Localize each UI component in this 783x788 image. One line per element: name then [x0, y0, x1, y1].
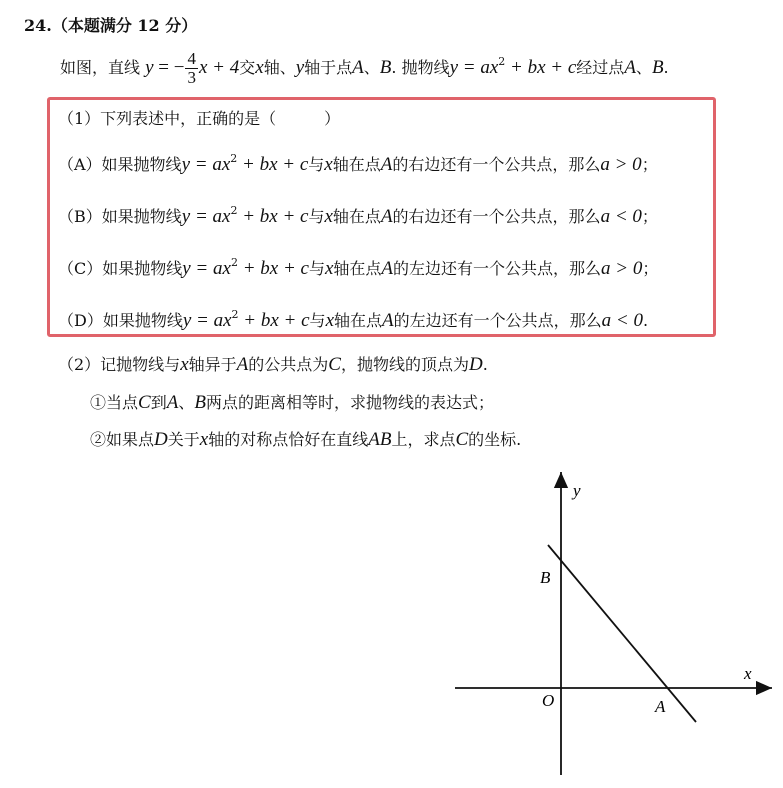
line-eq-eq: = − [153, 57, 185, 78]
option-a[interactable] [58, 152, 658, 176]
p2-c: 的公共点为 [248, 355, 329, 374]
option-cond: a < 0 [601, 310, 643, 331]
p2-e: . [482, 355, 488, 374]
fraction-four-thirds [185, 50, 198, 87]
stem-mid: 交 [239, 58, 256, 77]
option-eq-lhs: y = ax [182, 310, 232, 331]
s2-pt-d: D [154, 429, 168, 450]
parabola-rhs: + bx + c [505, 57, 577, 78]
option-axis: 轴在点 [332, 207, 381, 226]
s2-b: 关于 [167, 430, 200, 449]
option-cond: a > 0 [600, 154, 642, 175]
s1-sep: 、 [178, 393, 195, 412]
option-eq-rhs: + bx + c [237, 258, 309, 279]
option-mid: 与 [308, 207, 325, 226]
option-eq-rhs: + bx + c [238, 310, 310, 331]
s2-a: ②如果点 [90, 430, 155, 449]
option-c[interactable] [58, 256, 658, 280]
p2-pt-d: D [468, 354, 483, 375]
s2-e: 的坐标. [468, 430, 522, 449]
s2-c: 轴的对称点恰好在直线 [208, 430, 369, 449]
s1-a: ①当点 [90, 393, 139, 412]
frac-numerator: 4 [187, 49, 196, 68]
label-a: A [655, 697, 666, 716]
option-end: ； [641, 155, 658, 174]
part1-title: （1）下列表述中，正确的是（ ） [58, 109, 341, 128]
option-eq-lhs: y = ax [181, 154, 231, 175]
option-side: 的右边还有一个公共点，那么 [392, 155, 601, 174]
part2-intro [58, 352, 488, 376]
option-sq: 2 [230, 204, 238, 217]
option-d[interactable] [58, 308, 648, 332]
option-eq-rhs: + bx + c [237, 154, 309, 175]
part2-sub2 [90, 427, 521, 451]
stem-intro: 如图，直线 [60, 58, 141, 77]
p2-a: （2）记抛物线与 [58, 355, 181, 374]
option-sq: 2 [230, 256, 238, 269]
s1-pt-b: B [194, 392, 206, 413]
s2-d: 上，求点 [391, 430, 456, 449]
option-side: 的左边还有一个公共点，那么 [393, 259, 602, 278]
option-axis: 轴在点 [334, 311, 383, 330]
stem-axis2: 轴于点 [304, 58, 353, 77]
part2-sub1 [90, 390, 494, 414]
stem-axis1: 轴、 [263, 58, 296, 77]
p2-pt-a: A [236, 354, 249, 375]
p2-b: 轴异于 [188, 355, 237, 374]
question-stem [60, 50, 669, 87]
s1-pt-c: C [138, 392, 151, 413]
option-label: （A）如果抛物线 [58, 155, 182, 174]
option-axis: 轴在点 [333, 259, 382, 278]
option-b[interactable] [58, 204, 658, 228]
label-y: y [573, 481, 581, 500]
parabola-lhs: y = ax [449, 57, 499, 78]
sep: 、 [363, 58, 380, 77]
frac-denominator: 3 [187, 68, 196, 87]
option-eq-lhs: y = ax [182, 258, 231, 279]
option-sq: 2 [231, 308, 239, 321]
option-label: （B）如果抛物线 [58, 207, 182, 226]
option-side: 的左边还有一个公共点，那么 [393, 311, 602, 330]
score-note: （本题满分 12 分） [51, 16, 198, 35]
option-x: x [324, 258, 334, 279]
coordinate-figure [0, 468, 783, 788]
line-eq-rest: x + 4 [198, 57, 240, 78]
option-cond: a > 0 [601, 258, 643, 279]
s1-b: 到 [150, 393, 167, 412]
label-x: x [744, 664, 752, 683]
option-pt: A [380, 154, 393, 175]
square-exp: 2 [498, 55, 506, 68]
label-b: B [540, 568, 551, 587]
option-eq-lhs: y = ax [181, 206, 231, 227]
s2-pt-c: C [455, 429, 469, 450]
option-label: （C）如果抛物线 [58, 259, 183, 278]
s1-pt-a: A [166, 392, 179, 413]
option-eq-rhs: + bx + c [237, 206, 309, 227]
stem-para: . 抛物线 [391, 58, 450, 77]
option-mid: 与 [309, 311, 326, 330]
point-b: B [379, 57, 392, 78]
label-o: O [542, 691, 555, 710]
option-x: x [324, 206, 333, 227]
option-end: ； [641, 207, 658, 226]
s2-x: x [199, 429, 209, 450]
line-ab [548, 545, 696, 722]
question-number: 24. [24, 16, 52, 35]
sep2: 、 [635, 58, 652, 77]
option-mid: 与 [308, 259, 325, 278]
option-end: . [642, 311, 649, 330]
option-pt: A [380, 206, 393, 227]
point-a: A [352, 57, 364, 78]
pass-point-b: B [651, 57, 664, 78]
var-y: y [295, 57, 305, 78]
s2-line-ab: AB [368, 429, 392, 450]
s1-c: 两点的距离相等时，求抛物线的表达式； [205, 393, 494, 412]
option-side: 的右边还有一个公共点，那么 [392, 207, 601, 226]
stem-end: . [663, 58, 669, 77]
pass-point-a: A [624, 57, 636, 78]
option-pt: A [381, 258, 394, 279]
option-end: ； [642, 259, 659, 278]
option-pt: A [382, 310, 394, 331]
question-header [24, 13, 197, 36]
line-eq-lhs: y [145, 57, 154, 78]
option-axis: 轴在点 [332, 155, 381, 174]
option-cond: a < 0 [600, 206, 642, 227]
option-mid: 与 [308, 155, 325, 174]
option-x: x [325, 310, 334, 331]
p2-d: ，抛物线的顶点为 [340, 355, 469, 374]
p2-pt-c: C [328, 354, 341, 375]
option-sq: 2 [230, 152, 238, 165]
var-x: x [255, 57, 264, 78]
option-x: x [324, 154, 333, 175]
p2-x: x [180, 354, 189, 375]
stem-pass: 经过点 [576, 58, 625, 77]
option-label: （D）如果抛物线 [58, 311, 183, 330]
